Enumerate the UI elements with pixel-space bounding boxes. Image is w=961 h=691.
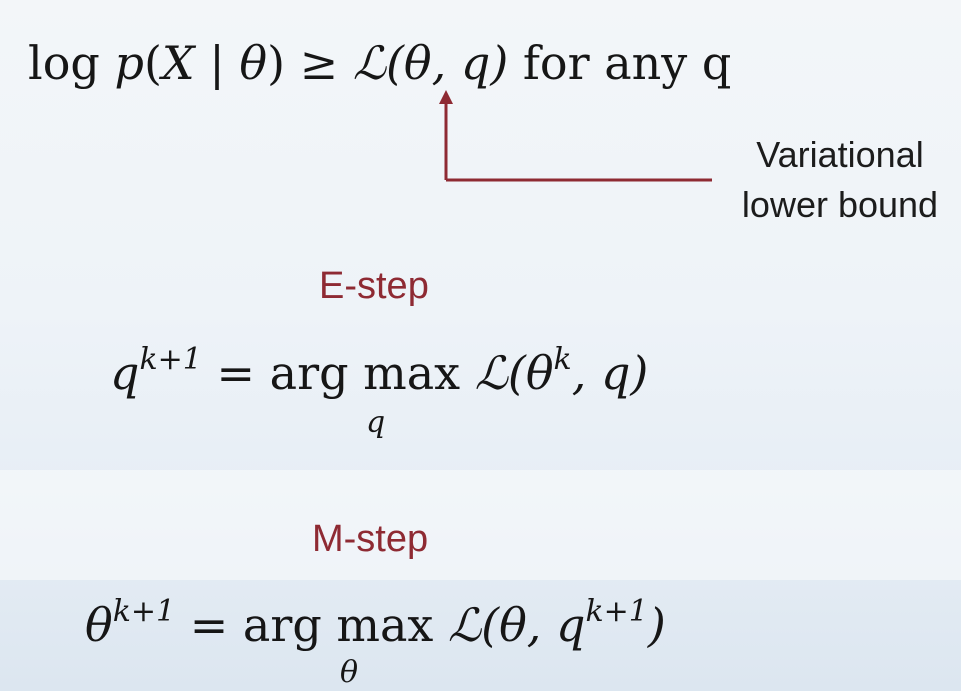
m-step-under-theta: θ [340,655,359,690]
open-paren: ( [143,36,162,90]
theta-symbol: θ [239,36,268,90]
m-step-args-close: ) [647,598,666,652]
log-operator: log [28,36,100,90]
arrow-head [439,90,453,104]
for-any-q-text: for any q [522,36,732,90]
background-band [0,470,961,580]
e-step-argmax: arg max [269,346,461,400]
elbo-symbol: ℒ [352,36,386,90]
e-step-equals: = [216,346,256,400]
given-bar: | [209,36,225,90]
e-step-args-close: , q) [571,346,649,400]
e-step-args-superscript: k [553,342,572,377]
e-step-lhs: q [110,346,140,400]
e-step-label: E-step [319,265,429,307]
m-step-label: M-step [312,518,429,560]
p-symbol: p [114,36,144,90]
e-step-lhs-superscript: k+1 [139,342,202,377]
e-step-equation [110,342,649,400]
m-step-elbo-symbol: ℒ [448,598,482,652]
m-step-equation [85,594,666,652]
m-step-equals: = [189,598,229,652]
X-symbol: X [161,36,195,90]
bound-equation [28,36,732,90]
m-step-argmax: arg max [242,598,434,652]
e-step-args-open: (θ [507,346,554,400]
elbo-args: (θ, q) [385,36,509,90]
m-step-args-superscript: k+1 [585,594,648,629]
annotation-line-2: lower bound [741,184,939,225]
variational-lower-bound-label [720,130,960,230]
m-step-args-open: (θ, q [481,598,586,652]
close-paren: ) [267,36,286,90]
geq-symbol: ≥ [299,36,339,90]
e-step-elbo-symbol: ℒ [474,346,508,400]
e-step-under-q: q [366,405,386,440]
m-step-lhs-superscript: k+1 [112,594,176,629]
annotation-line-1: Variational [756,134,924,175]
m-step-lhs: θ [85,598,113,652]
